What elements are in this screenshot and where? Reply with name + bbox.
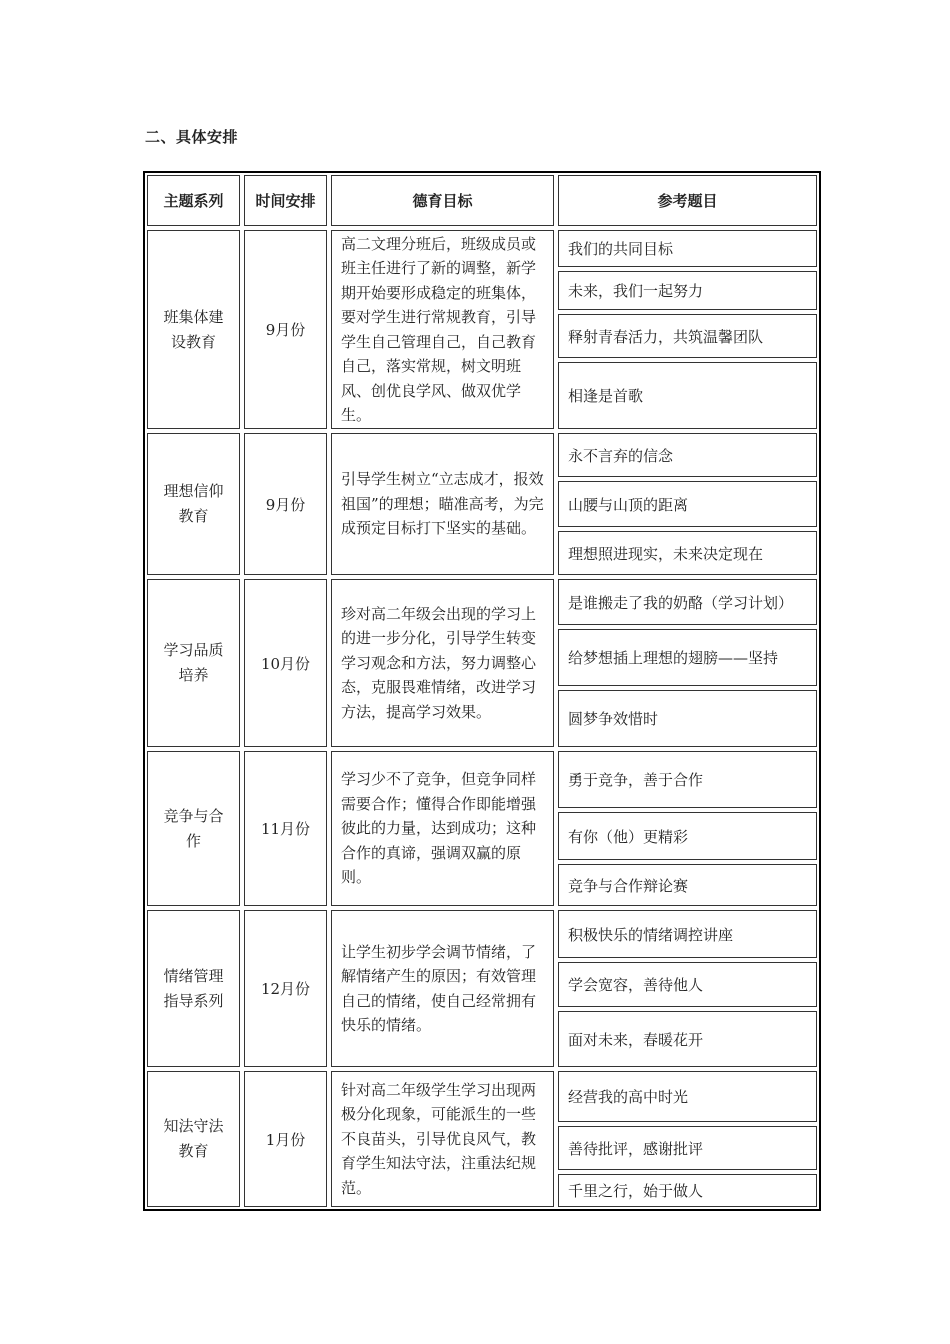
header-topics: 参考题目: [558, 175, 817, 226]
row-topic: 有你（他）更精彩: [558, 812, 817, 860]
row-topic: 相逢是首歌: [558, 362, 817, 429]
row-goal-text: 珍对高二年级会出现的学习上的进一步分化，引导学生转变学习观念和方法，努力调整心态，克服畏难情绪，改进学习方法，提高学习效果。: [341, 604, 537, 721]
header-theme: 主题系列: [147, 175, 240, 226]
row-theme: 理想信仰教育: [147, 433, 240, 575]
row-topic: 勇于竞争，善于合作: [558, 751, 817, 808]
row-time: 11月份: [244, 751, 327, 906]
row-topic: 给梦想插上理想的翅膀——坚持: [558, 629, 817, 686]
row-topic: 我们的共同目标: [558, 230, 817, 267]
row-topic: 永不言弃的信念: [558, 433, 817, 477]
row-theme: 知法守法教育: [147, 1071, 240, 1207]
row-time: 9月份: [244, 433, 327, 575]
row-goal-text: 高二文理分班后，班级成员或班主任进行了新的调整，新学期开始要形成稳定的班集体，要对学生进行常规教育，引导学生自己管理自己，自己教育自己，落实常规，树文明班风、创优良学风、做双优学生。: [341, 234, 537, 424]
row-theme: 竞争与合作: [147, 751, 240, 906]
header-goal: 德育目标: [331, 175, 554, 226]
row-time: 12月份: [244, 910, 327, 1067]
row-goal: [331, 579, 554, 747]
section-title: 二、具体安排: [145, 128, 239, 146]
row-topic: 学会宽容，善待他人: [558, 962, 817, 1007]
row-topic: 经营我的高中时光: [558, 1071, 817, 1122]
row-topic: 释射青春活力，共筑温馨团队: [558, 314, 817, 358]
row-topic: 理想照进现实，未来决定现在: [558, 531, 817, 575]
row-goal: [331, 230, 554, 429]
row-goal: [331, 433, 554, 575]
row-topic: 面对未来，春暖花开: [558, 1011, 817, 1067]
row-topic: 积极快乐的情绪调控讲座: [558, 910, 817, 958]
row-goal-text: 针对高二年级学生学习出现两极分化现象，可能派生的一些不良苗头，引导优良风气，教育学生知法守法，注重法纪规范。: [341, 1080, 537, 1197]
row-goal-text: 引导学生树立“立志成才，报效祖国”的理想；瞄准高考，为完成预定目标打下坚实的基础。: [341, 470, 544, 538]
row-theme: 班集体建设教育: [147, 230, 240, 429]
row-topic: 千里之行，始于做人: [558, 1174, 817, 1207]
row-goal: [331, 1071, 554, 1207]
row-time: 9月份: [244, 230, 327, 429]
row-goal: [331, 751, 554, 906]
row-goal-text: 学习少不了竞争，但竞争同样需要合作；懂得合作即能增强彼此的力量，达到成功；这种合作的真谛，强调双赢的原则。: [341, 770, 537, 887]
row-time: 10月份: [244, 579, 327, 747]
row-topic: 是谁搬走了我的奶酪（学习计划）: [558, 579, 817, 625]
row-topic: 未来，我们一起努力: [558, 271, 817, 310]
row-goal: [331, 910, 554, 1067]
row-theme: 情绪管理指导系列: [147, 910, 240, 1067]
header-time: 时间安排: [244, 175, 327, 226]
row-time: 1月份: [244, 1071, 327, 1207]
row-goal-text: 让学生初步学会调节情绪，了解情绪产生的原因；有效管理自己的情绪，使自己经常拥有快乐的情绪。: [341, 942, 537, 1034]
row-topic: 山腰与山顶的距离: [558, 481, 817, 527]
row-topic: 善待批评，感谢批评: [558, 1126, 817, 1170]
row-topic: 圆梦争效惜时: [558, 690, 817, 747]
row-topic: 竞争与合作辩论赛: [558, 864, 817, 906]
row-theme: 学习品质培养: [147, 579, 240, 747]
